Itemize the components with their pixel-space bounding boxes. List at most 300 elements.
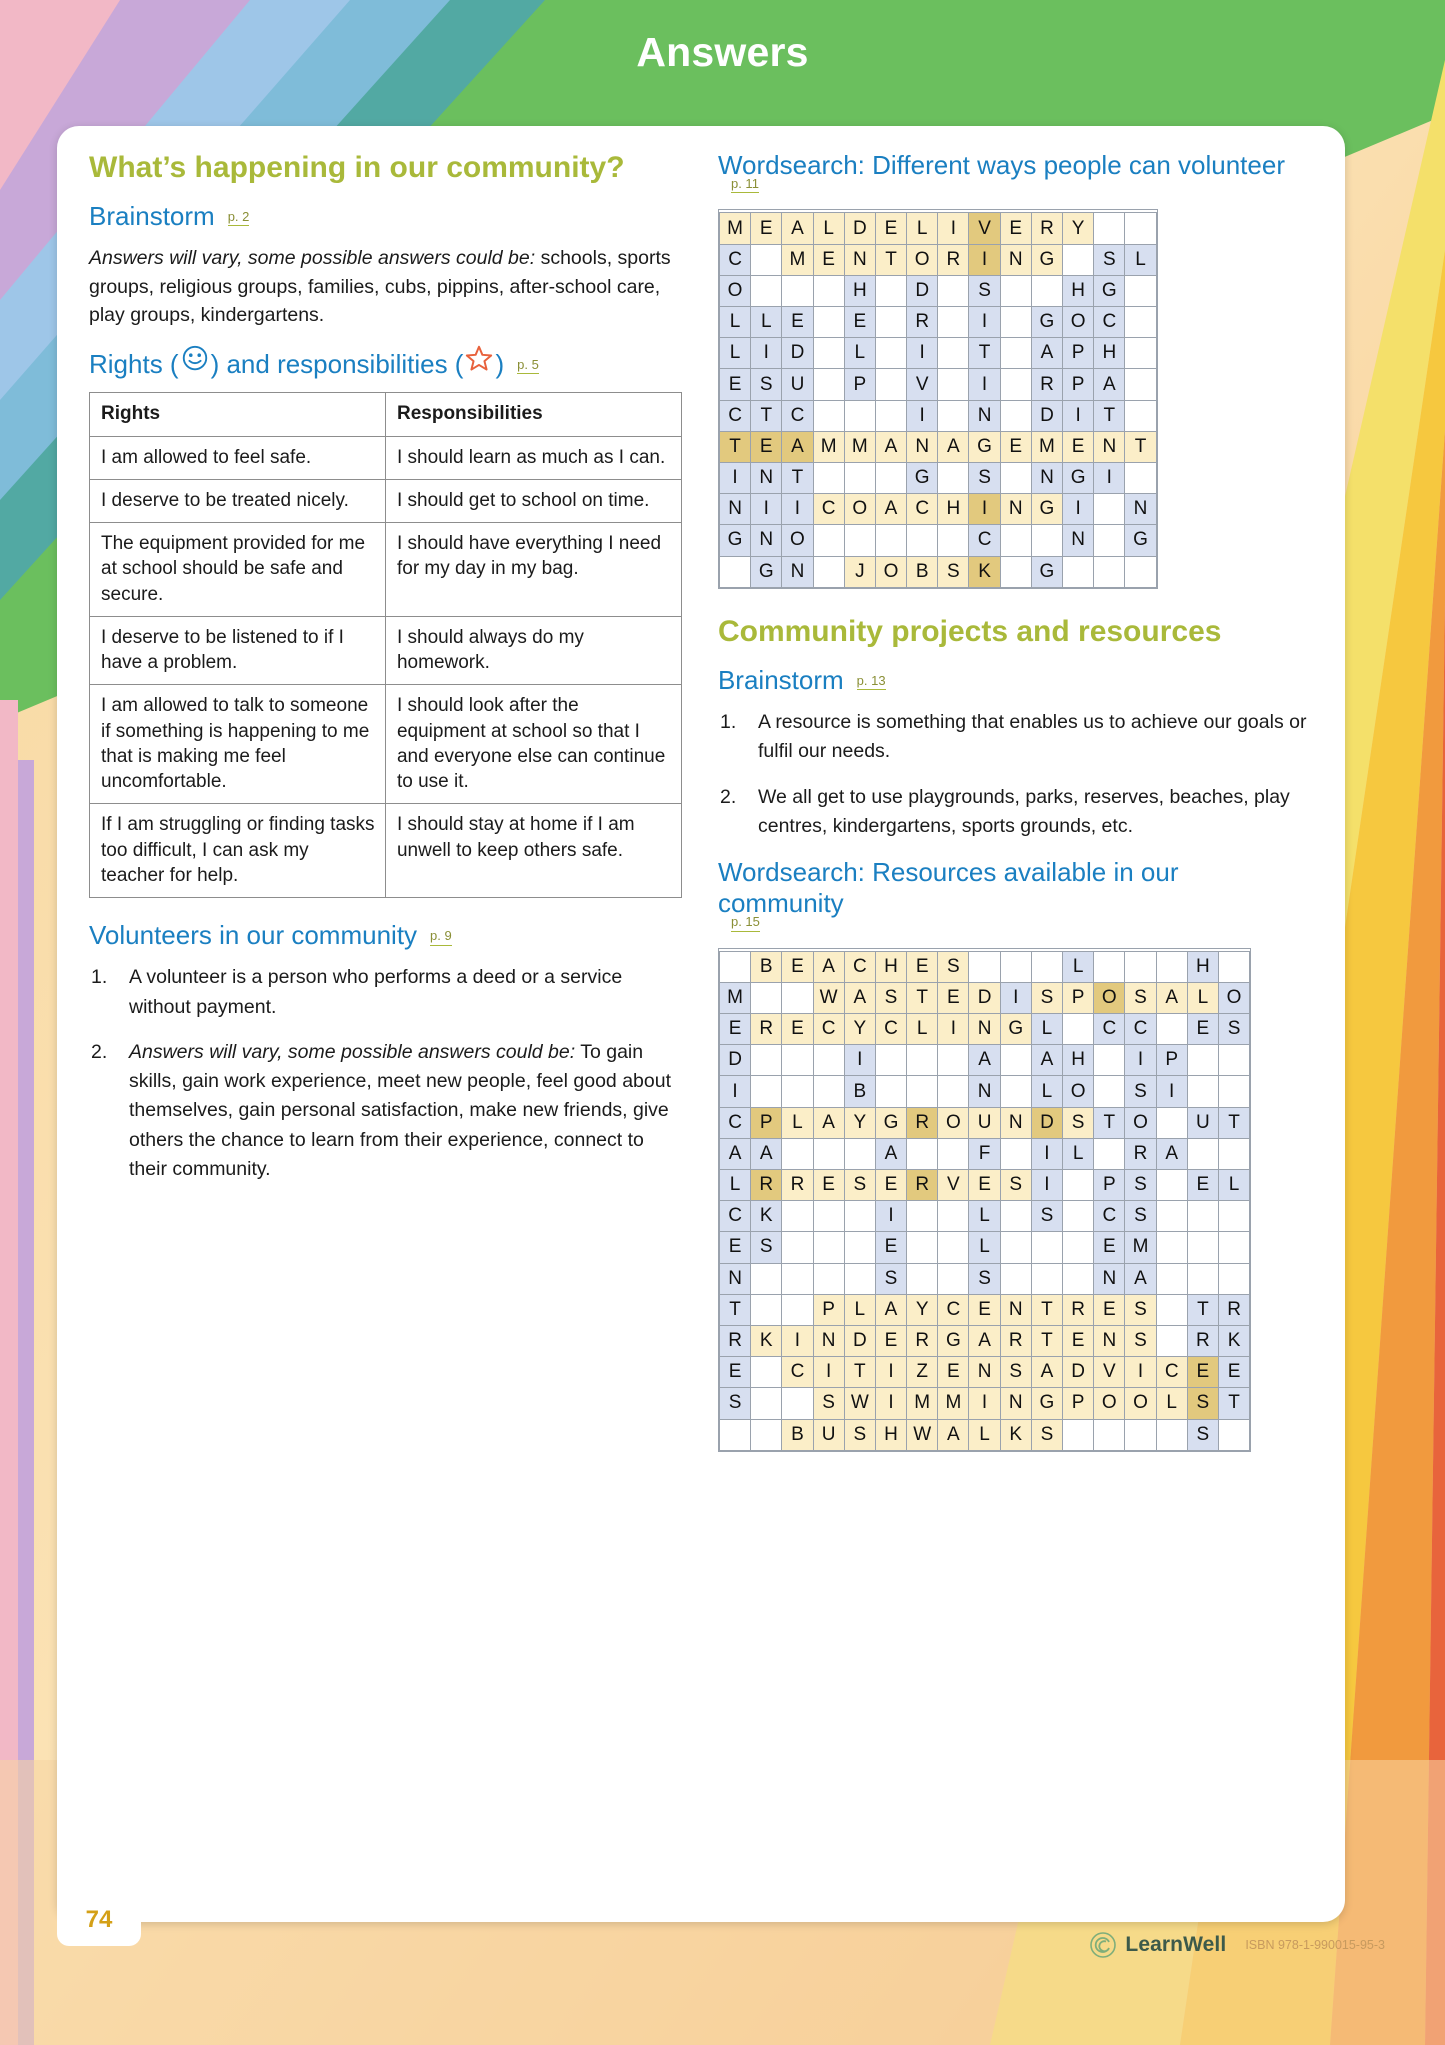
wordsearch-cell: E: [938, 982, 969, 1013]
wordsearch-cell: [938, 1232, 969, 1263]
wordsearch-cell: R: [751, 1014, 782, 1045]
wordsearch-cell: O: [1125, 1107, 1156, 1138]
wordsearch-cell: [1000, 400, 1031, 431]
wordsearch-cell: L: [907, 1014, 938, 1045]
wordsearch-cell: [1156, 1232, 1187, 1263]
wordsearch-row: [719, 1388, 1249, 1419]
wordsearch-cell: E: [813, 244, 844, 275]
wordsearch-cell: L: [1156, 1388, 1187, 1419]
cell-right: I am allowed to feel safe.: [90, 436, 386, 479]
wordsearch-cell: [844, 1232, 875, 1263]
brainstorm-answer-emphasis: Answers will vary, some possible answers could be:: [89, 247, 536, 270]
wordsearch-cell: [1156, 1170, 1187, 1201]
wordsearch-row: [719, 1357, 1249, 1388]
wordsearch-row: [719, 982, 1249, 1013]
wordsearch-cell: [813, 1232, 844, 1263]
wordsearch-cell: O: [1125, 1388, 1156, 1419]
wordsearch-cell: [875, 369, 906, 400]
wordsearch-cell: L: [969, 1232, 1000, 1263]
wordsearch-row: [719, 244, 1156, 275]
wordsearch-cell: E: [1187, 1170, 1218, 1201]
wordsearch-cell: M: [1031, 431, 1062, 462]
wordsearch-cell: S: [1125, 1201, 1156, 1232]
wordsearch-cell: D: [782, 338, 813, 369]
wordsearch-row: [719, 1232, 1249, 1263]
wordsearch-cell: L: [1031, 1076, 1062, 1107]
rights-responsibilities-table: [89, 392, 682, 898]
wordsearch-cell: M: [1125, 1232, 1156, 1263]
wordsearch-cell: [1218, 951, 1249, 982]
wordsearch-grid-volunteer: [718, 209, 1158, 588]
wordsearch-cell: N: [751, 525, 782, 556]
brand-name: LearnWell: [1125, 1933, 1227, 1956]
wordsearch-cell: C: [907, 494, 938, 525]
wordsearch-cell: [1125, 213, 1156, 244]
wordsearch-cell: [813, 1045, 844, 1076]
wordsearch-cell: E: [1187, 1014, 1218, 1045]
wordsearch-cell: E: [969, 1170, 1000, 1201]
wordsearch-cell: R: [1125, 1138, 1156, 1169]
list-item: [91, 963, 682, 1022]
wordsearch-cell: S: [1125, 1076, 1156, 1107]
wordsearch-cell: M: [782, 244, 813, 275]
isbn-text: ISBN 978-1-990015-95-3: [1245, 1938, 1385, 1952]
wordsearch-cell: S: [875, 1263, 906, 1294]
wordsearch-cell: I: [751, 338, 782, 369]
wordsearch-cell: [907, 1076, 938, 1107]
wordsearch-cell: D: [1031, 400, 1062, 431]
wordsearch-cell: A: [875, 431, 906, 462]
wordsearch-cell: E: [1063, 1325, 1094, 1356]
wordsearch-cell: [938, 1263, 969, 1294]
wordsearch-cell: T: [875, 244, 906, 275]
wordsearch-cell: [1000, 1201, 1031, 1232]
wordsearch-cell: C: [719, 244, 750, 275]
wordsearch-cell: [907, 1045, 938, 1076]
wordsearch-cell: N: [969, 1014, 1000, 1045]
wordsearch-cell: S: [1125, 1294, 1156, 1325]
wordsearch-cell: G: [1000, 1014, 1031, 1045]
wordsearch-cell: R: [907, 1325, 938, 1356]
wordsearch-cell: L: [751, 307, 782, 338]
wordsearch-cell: N: [844, 244, 875, 275]
wordsearch-cell: N: [1000, 1107, 1031, 1138]
wordsearch-grid-resources: [718, 948, 1251, 1452]
cell-right: I deserve to be listened to if I have a problem.: [90, 616, 386, 685]
wordsearch-cell: A: [969, 1045, 1000, 1076]
wordsearch-cell: S: [969, 462, 1000, 493]
wordsearch-cell: N: [1094, 1325, 1125, 1356]
wordsearch-cell: N: [813, 1325, 844, 1356]
wordsearch-cell: A: [875, 1138, 906, 1169]
wordsearch-cell: [938, 1045, 969, 1076]
wordsearch-cell: [1218, 1076, 1249, 1107]
wordsearch-cell: C: [719, 400, 750, 431]
wordsearch1-table: [719, 212, 1157, 587]
wordsearch-cell: [1094, 494, 1125, 525]
wordsearch-cell: [1000, 307, 1031, 338]
wordsearch-cell: I: [969, 244, 1000, 275]
wordsearch-cell: L: [1187, 982, 1218, 1013]
wordsearch-cell: [751, 275, 782, 306]
wordsearch-cell: E: [782, 1014, 813, 1045]
wordsearch-cell: P: [813, 1294, 844, 1325]
wordsearch-cell: G: [1031, 244, 1062, 275]
wordsearch-cell: E: [1094, 1232, 1125, 1263]
wordsearch-cell: I: [969, 494, 1000, 525]
wordsearch-cell: G: [1031, 556, 1062, 587]
wordsearch-cell: C: [813, 494, 844, 525]
brainstorm-label: Brainstorm: [89, 201, 215, 232]
wordsearch-cell: V: [969, 213, 1000, 244]
table-row: [90, 479, 682, 522]
wordsearch-cell: N: [1000, 244, 1031, 275]
wordsearch-cell: T: [1125, 431, 1156, 462]
brainstorm2-page-ref: p. 13: [857, 674, 886, 690]
wordsearch-cell: C: [719, 1107, 750, 1138]
wordsearch-cell: T: [1031, 1294, 1062, 1325]
wordsearch-cell: [907, 525, 938, 556]
wordsearch-cell: [751, 244, 782, 275]
wordsearch-cell: N: [751, 462, 782, 493]
wordsearch-cell: [1156, 1419, 1187, 1450]
cell-right: I am allowed to talk to someone if something is happening to me that is making me feel uncomfortable.: [90, 685, 386, 804]
wordsearch-cell: [782, 1201, 813, 1232]
wordsearch-cell: O: [782, 525, 813, 556]
wordsearch-cell: K: [751, 1325, 782, 1356]
wordsearch-cell: [1218, 1138, 1249, 1169]
wordsearch-cell: S: [1000, 1170, 1031, 1201]
column-header-responsibilities: Responsibilities: [385, 393, 681, 436]
wordsearch-cell: E: [875, 1325, 906, 1356]
wordsearch-cell: E: [1063, 431, 1094, 462]
wordsearch-cell: [813, 1201, 844, 1232]
cell-responsibility: I should have everything I need for my day in my bag.: [385, 523, 681, 617]
wordsearch-cell: I: [751, 494, 782, 525]
wordsearch2-page-ref: p. 15: [731, 915, 760, 931]
wordsearch-cell: [875, 338, 906, 369]
wordsearch-cell: I: [938, 1014, 969, 1045]
wordsearch-cell: [751, 1357, 782, 1388]
wordsearch-cell: [938, 307, 969, 338]
wordsearch-cell: H: [1063, 1045, 1094, 1076]
swirl-icon: [1090, 1932, 1116, 1958]
wordsearch-cell: G: [751, 556, 782, 587]
wordsearch-cell: [1000, 275, 1031, 306]
wordsearch-cell: E: [1218, 1357, 1249, 1388]
wordsearch-cell: U: [1187, 1107, 1218, 1138]
wordsearch-cell: A: [813, 951, 844, 982]
wordsearch-cell: [751, 1076, 782, 1107]
wordsearch2-heading: [718, 857, 1307, 936]
wordsearch-cell: H: [1063, 275, 1094, 306]
wordsearch-cell: B: [844, 1076, 875, 1107]
wordsearch-cell: C: [844, 951, 875, 982]
wordsearch-cell: R: [782, 1170, 813, 1201]
wordsearch-cell: E: [907, 951, 938, 982]
wordsearch-cell: [1063, 556, 1094, 587]
wordsearch-cell: I: [938, 213, 969, 244]
wordsearch-cell: I: [1125, 1357, 1156, 1388]
wordsearch-cell: L: [907, 213, 938, 244]
wordsearch-cell: C: [1094, 1014, 1125, 1045]
wordsearch-cell: [1000, 1138, 1031, 1169]
wordsearch-cell: [751, 1294, 782, 1325]
wordsearch-cell: L: [844, 338, 875, 369]
wordsearch-cell: [813, 1076, 844, 1107]
wordsearch-row: [719, 1294, 1249, 1325]
wordsearch-cell: E: [719, 1357, 750, 1388]
wordsearch-cell: A: [1125, 1263, 1156, 1294]
wordsearch-cell: C: [813, 1014, 844, 1045]
wordsearch-cell: [813, 338, 844, 369]
cell-responsibility: I should always do my homework.: [385, 616, 681, 685]
wordsearch-cell: [782, 982, 813, 1013]
wordsearch-cell: [1000, 338, 1031, 369]
wordsearch-cell: I: [875, 1388, 906, 1419]
wordsearch-cell: N: [969, 400, 1000, 431]
wordsearch-row: [719, 369, 1156, 400]
wordsearch2-table: [719, 951, 1250, 1451]
wordsearch-cell: [844, 525, 875, 556]
wordsearch-cell: [875, 275, 906, 306]
wordsearch-cell: [1000, 462, 1031, 493]
wordsearch-cell: E: [875, 1170, 906, 1201]
wordsearch-cell: A: [938, 1419, 969, 1450]
brainstorm-answer: [89, 244, 682, 329]
wordsearch-cell: G: [1031, 494, 1062, 525]
wordsearch-cell: A: [782, 431, 813, 462]
wordsearch-cell: [1125, 462, 1156, 493]
wordsearch-cell: M: [719, 213, 750, 244]
wordsearch-cell: A: [875, 1294, 906, 1325]
wordsearch-cell: N: [1094, 1263, 1125, 1294]
wordsearch-cell: L: [969, 1419, 1000, 1450]
wordsearch-row: [719, 307, 1156, 338]
wordsearch-cell: G: [969, 431, 1000, 462]
wordsearch-row: [719, 462, 1156, 493]
wordsearch-cell: B: [782, 1419, 813, 1450]
wordsearch-cell: G: [1125, 525, 1156, 556]
wordsearch-cell: [751, 1045, 782, 1076]
brainstorm-answer-text: schools, sports groups, religious groups, families, cubs, pippins, after-school care, play groups, kindergartens.: [89, 247, 671, 326]
wordsearch-cell: A: [1156, 1138, 1187, 1169]
wordsearch-cell: [1000, 556, 1031, 587]
wordsearch-cell: [1125, 1419, 1156, 1450]
wordsearch-cell: P: [1094, 1170, 1125, 1201]
wordsearch-cell: [938, 1201, 969, 1232]
wordsearch-row: [719, 1014, 1249, 1045]
wordsearch-cell: O: [844, 494, 875, 525]
brainstorm2-label: Brainstorm: [717, 664, 844, 695]
cell-responsibility: I should learn as much as I can.: [385, 436, 681, 479]
wordsearch-cell: R: [1031, 213, 1062, 244]
wordsearch-cell: I: [719, 1076, 750, 1107]
wordsearch-cell: S: [1187, 1419, 1218, 1450]
wordsearch-cell: D: [969, 982, 1000, 1013]
wordsearch-cell: E: [813, 1170, 844, 1201]
wordsearch-cell: [907, 1263, 938, 1294]
wordsearch-cell: [1125, 338, 1156, 369]
wordsearch-cell: W: [844, 1388, 875, 1419]
wordsearch-cell: [844, 1263, 875, 1294]
wordsearch-cell: M: [938, 1388, 969, 1419]
wordsearch-cell: L: [719, 1170, 750, 1201]
wordsearch-cell: [1187, 1232, 1218, 1263]
wordsearch-cell: R: [1063, 1294, 1094, 1325]
wordsearch-cell: A: [1031, 1357, 1062, 1388]
wordsearch-cell: L: [719, 307, 750, 338]
wordsearch-row: [719, 1201, 1249, 1232]
left-section-title: What’s happening in our community?: [89, 151, 625, 184]
community-projects-title: Community projects and resources: [717, 614, 1222, 648]
wordsearch-cell: I: [782, 494, 813, 525]
wordsearch-cell: H: [938, 494, 969, 525]
wordsearch-cell: A: [969, 1325, 1000, 1356]
wordsearch-cell: [813, 556, 844, 587]
rights-page-ref: p. 5: [517, 358, 539, 374]
wordsearch-cell: S: [1031, 1201, 1062, 1232]
wordsearch-cell: A: [1094, 369, 1125, 400]
wordsearch-cell: E: [1187, 1357, 1218, 1388]
wordsearch-row: [719, 338, 1156, 369]
wordsearch-cell: N: [907, 431, 938, 462]
wordsearch-cell: O: [1063, 307, 1094, 338]
wordsearch-cell: T: [1218, 1388, 1249, 1419]
wordsearch-cell: S: [969, 1263, 1000, 1294]
wordsearch-cell: [1063, 1014, 1094, 1045]
left-column: [89, 150, 682, 1902]
wordsearch-cell: [1000, 525, 1031, 556]
wordsearch-cell: O: [938, 1107, 969, 1138]
wordsearch-cell: [782, 1263, 813, 1294]
wordsearch-cell: L: [1031, 1014, 1062, 1045]
wordsearch-cell: [1000, 1076, 1031, 1107]
volunteers-heading: [89, 920, 682, 951]
wordsearch-cell: G: [719, 525, 750, 556]
wordsearch-cell: G: [875, 1107, 906, 1138]
wordsearch-cell: [1156, 1325, 1187, 1356]
wordsearch-cell: L: [813, 213, 844, 244]
wordsearch-cell: C: [938, 1294, 969, 1325]
wordsearch-row: [719, 525, 1156, 556]
wordsearch-cell: E: [1094, 1294, 1125, 1325]
wordsearch-cell: [1000, 951, 1031, 982]
wordsearch-cell: [875, 1045, 906, 1076]
wordsearch-cell: A: [938, 431, 969, 462]
list-item: [720, 783, 1307, 842]
wordsearch-cell: [813, 1138, 844, 1169]
list-number: 2.: [719, 785, 737, 808]
wordsearch-cell: T: [719, 431, 750, 462]
wordsearch-row: [719, 1138, 1249, 1169]
wordsearch-cell: S: [719, 1388, 750, 1419]
wordsearch-cell: I: [719, 462, 750, 493]
wordsearch1-label: Wordsearch: Different ways people can volunteer: [717, 150, 1285, 180]
wordsearch-cell: [938, 275, 969, 306]
wordsearch-cell: [1000, 1045, 1031, 1076]
wordsearch-cell: V: [907, 369, 938, 400]
wordsearch-cell: [719, 951, 750, 982]
wordsearch-cell: L: [1125, 244, 1156, 275]
wordsearch-cell: S: [938, 556, 969, 587]
wordsearch-cell: O: [1218, 982, 1249, 1013]
wordsearch-cell: [1218, 1045, 1249, 1076]
wordsearch-cell: M: [719, 982, 750, 1013]
wordsearch-cell: G: [938, 1325, 969, 1356]
wordsearch-cell: D: [844, 213, 875, 244]
wordsearch-cell: N: [1000, 1388, 1031, 1419]
wordsearch-cell: C: [782, 1357, 813, 1388]
wordsearch-cell: S: [1218, 1014, 1249, 1045]
wordsearch-cell: B: [751, 951, 782, 982]
wordsearch-cell: T: [1094, 1107, 1125, 1138]
wordsearch-cell: I: [875, 1201, 906, 1232]
wordsearch-cell: [1218, 1201, 1249, 1232]
wordsearch-cell: [1156, 951, 1187, 982]
wordsearch-cell: [1031, 1263, 1062, 1294]
table-row: [90, 436, 682, 479]
wordsearch-cell: [1125, 951, 1156, 982]
wordsearch-cell: S: [1031, 982, 1062, 1013]
wordsearch-cell: U: [813, 1419, 844, 1450]
wordsearch-cell: R: [907, 1107, 938, 1138]
wordsearch-cell: T: [1094, 400, 1125, 431]
wordsearch-row: [719, 213, 1156, 244]
wordsearch-cell: [1063, 244, 1094, 275]
wordsearch-cell: [1094, 1045, 1125, 1076]
wordsearch-cell: S: [1031, 1419, 1062, 1450]
wordsearch-cell: [875, 307, 906, 338]
wordsearch-cell: [907, 1232, 938, 1263]
page-title: Answers: [636, 28, 809, 75]
wordsearch-cell: T: [1031, 1325, 1062, 1356]
wordsearch-row: [719, 1263, 1249, 1294]
wordsearch-cell: G: [1063, 462, 1094, 493]
wordsearch-cell: Z: [907, 1357, 938, 1388]
footer-brand: [1090, 1932, 1385, 1958]
wordsearch-cell: I: [875, 1357, 906, 1388]
wordsearch-row: [719, 1076, 1249, 1107]
table-header-row: [90, 393, 682, 436]
wordsearch-cell: [875, 462, 906, 493]
wordsearch2-label: Wordsearch: Resources available in our community: [717, 857, 1179, 919]
wordsearch-cell: E: [782, 307, 813, 338]
page-header: [0, 0, 1445, 104]
wordsearch-cell: E: [1000, 213, 1031, 244]
wordsearch-cell: S: [844, 1170, 875, 1201]
wordsearch-cell: K: [1000, 1419, 1031, 1450]
wordsearch-cell: I: [1063, 494, 1094, 525]
wordsearch-cell: E: [844, 307, 875, 338]
wordsearch-cell: C: [1094, 1201, 1125, 1232]
wordsearch-cell: N: [1000, 1294, 1031, 1325]
wordsearch-cell: [1031, 275, 1062, 306]
wordsearch-cell: [969, 951, 1000, 982]
right-column: [718, 150, 1307, 1902]
wordsearch-cell: Y: [1063, 213, 1094, 244]
wordsearch-cell: P: [1156, 1045, 1187, 1076]
wordsearch-cell: [1000, 1263, 1031, 1294]
list-text-rest: To gain skills, gain work experience, meet new people, feel good about themselves, gain personal satisfaction, make new friends, give others the chance to learn from their experience, connect to their community.: [129, 1040, 671, 1180]
wordsearch-cell: [907, 1201, 938, 1232]
wordsearch-cell: Y: [907, 1294, 938, 1325]
wordsearch-cell: G: [907, 462, 938, 493]
wordsearch-cell: [875, 400, 906, 431]
wordsearch-cell: A: [1156, 982, 1187, 1013]
wordsearch-cell: S: [751, 369, 782, 400]
list-text: [129, 1038, 682, 1184]
